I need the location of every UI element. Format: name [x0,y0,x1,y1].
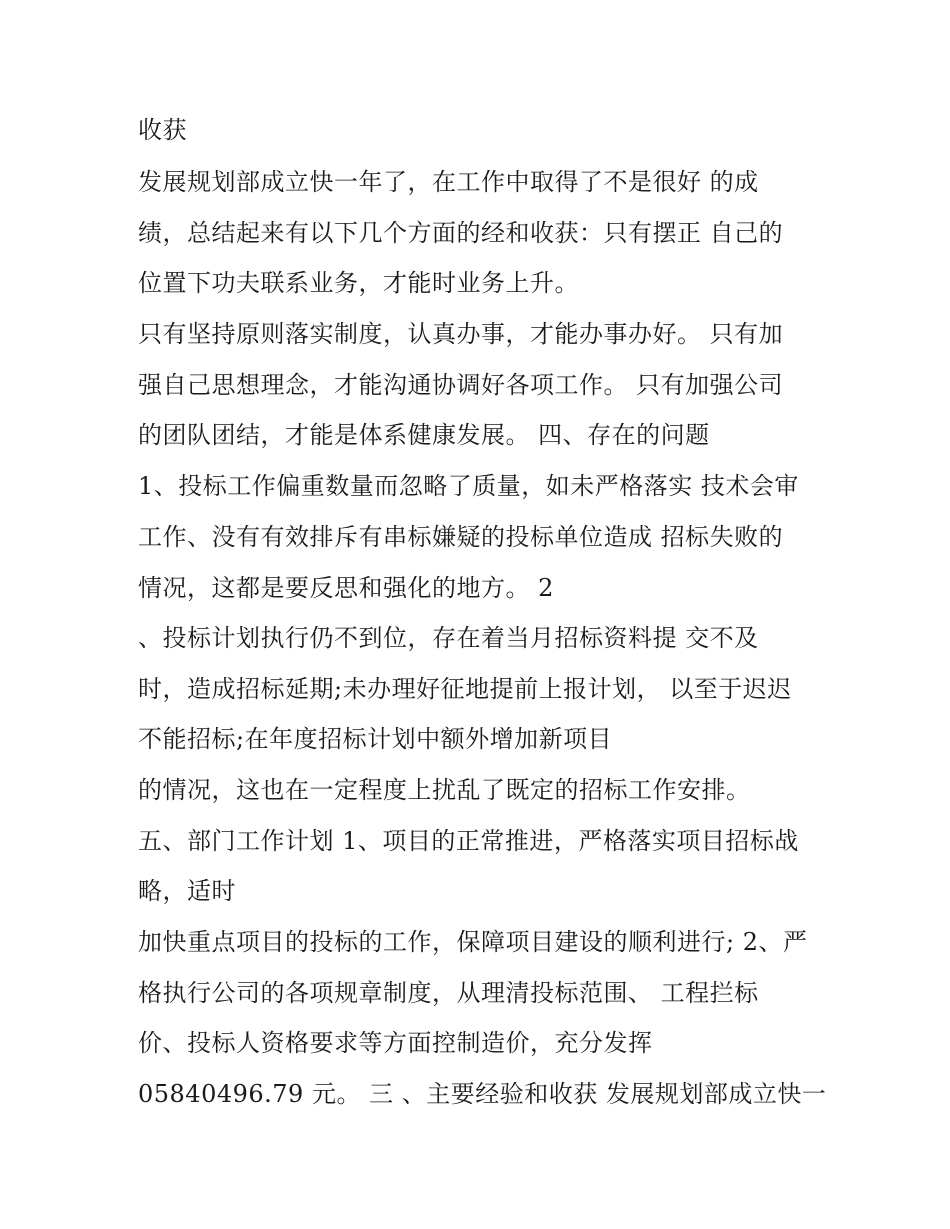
text-line: 只有坚持原则落实制度，认真办事，才能办事办好。 只有加 [138,320,784,348]
text-line: 绩，总结起来有以下几个方面的经和收获：只有摆正 自己的 [138,219,784,247]
text-line: 收获 [138,116,187,144]
text-line: 五、部门工作计划 1、项目的正常推进，严格落实项目招标战 [138,827,799,855]
text-line: 情况，这都是要反思和强化的地方。 2 [138,574,554,602]
text-line: 略，适时 [138,877,236,905]
text-line: 位置下功夫联系业务，才能时业务上升。 [138,269,579,297]
text-line: 不能招标;在年度招标计划中额外增加新项目 [138,725,613,753]
text-line: 的情况，这也在一定程度上扰乱了既定的招标工作安排。 [138,776,751,804]
text-line: 格执行公司的各项规章制度，从理清投标范围、 工程拦标 [138,979,759,1007]
text-line: 1、投标工作偏重数量而忽略了质量，如未严格落实 技术会审 [138,472,799,500]
text-line: 05840496.79 元。 三 、主要经验和收获 发展规划部成立快一 [138,1080,827,1108]
text-line: 工作、没有有效排斥有串标嫌疑的投标单位造成 招标失败的 [138,523,784,551]
text-line: 的团队团结，才能是体系健康发展。 四、存在的问题 [138,421,710,449]
text-line: 、投标计划执行仍不到位，存在着当月招标资料提 交不及 [138,624,759,652]
text-line: 强自己思想理念，才能沟通协调好各项工作。 只有加强公司 [138,371,784,399]
text-line: 时，造成招标延期;未办理好征地提前上报计划， 以至于迟迟 [138,675,792,703]
text-line: 加快重点项目的投标的工作，保障项目建设的顺利进行; 2、严 [138,928,808,956]
text-line: 价、投标人资格要求等方面控制造价，充分发挥 [138,1029,653,1057]
text-line: 发展规划部成立快一年了，在工作中取得了不是很好 的成 [138,168,759,196]
